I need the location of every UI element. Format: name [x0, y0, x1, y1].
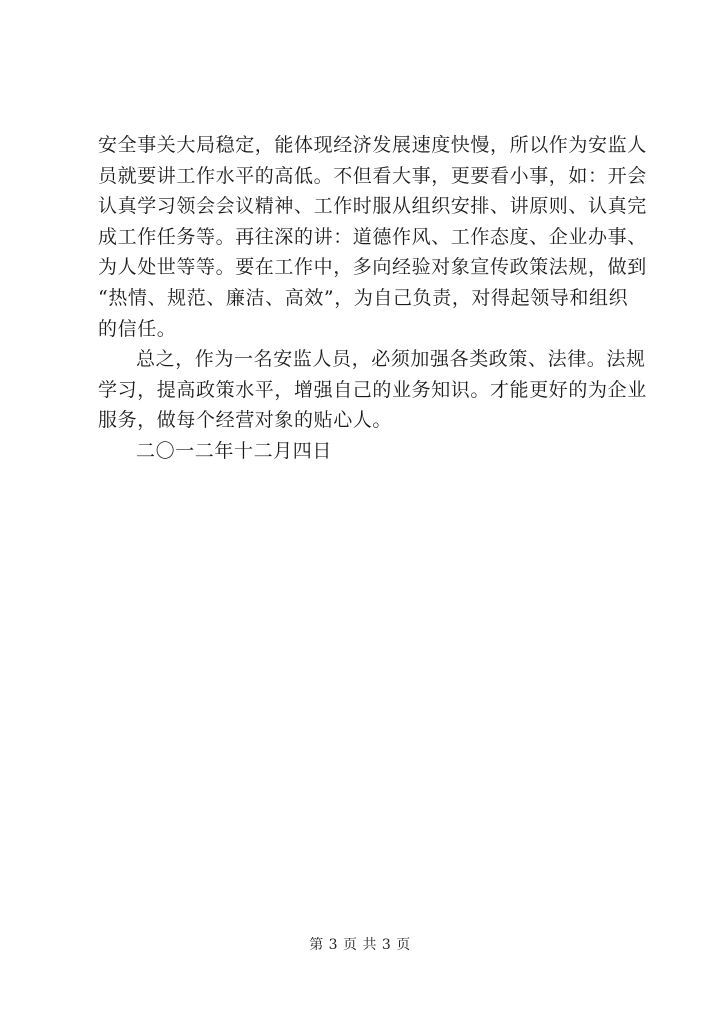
text-line: 学习，提高政策水平，增强自己的业务知识。才能更好的为企业 — [98, 378, 647, 401]
text-line: 员就要讲工作水平的高低。不但看大事，更要看小事，如：开会 — [98, 164, 647, 187]
text-line: “热情、规范、廉洁、高效”，为自己负责，对得起领导和组织 — [98, 286, 629, 309]
text-line: 安全事关大局稳定，能体现经济发展速度快慢，所以作为安监人 — [98, 134, 647, 156]
paragraph-1 — [98, 130, 647, 344]
text-line: 成工作任务等。再往深的讲：道德作风、工作态度、企业办事、 — [98, 225, 647, 248]
page-footer: 第 3 页 共 3 页 — [309, 937, 411, 953]
text-line: 的信任。 — [98, 317, 177, 340]
text-line: 服务，做每个经营对象的贴心人。 — [98, 409, 393, 432]
document-date: 二〇一二年十二月四日 — [136, 439, 333, 462]
text-line: 认真学习领会会议精神、工作时服从组织安排、讲原则、认真完 — [98, 195, 647, 218]
text-line: 总之，作为一名安监人员，必须加强各类政策、法律。法规 — [136, 348, 646, 371]
text-line: 为人处世等等。要在工作中，多向经验对象宣传政策法规，做到 — [98, 256, 647, 279]
document-body — [98, 130, 647, 467]
paragraph-2 — [98, 344, 647, 436]
